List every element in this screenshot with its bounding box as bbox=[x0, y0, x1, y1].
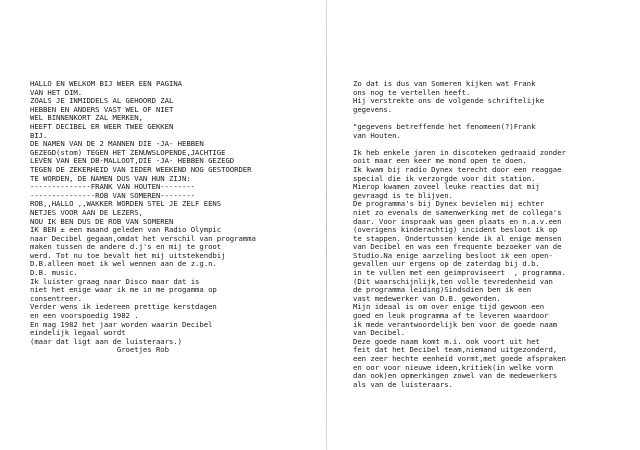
text-line: BIJ. bbox=[30, 130, 48, 140]
text-line: ---------------ROB VAN SOMEREN-------- bbox=[30, 190, 196, 200]
text-line: daar. Voor inspraak was geen plaats en n.a.v.een bbox=[353, 216, 562, 226]
text-line: Ik kwam bij radio Dynex terecht door een reaggae bbox=[353, 164, 562, 174]
text-line: Mierop kwamen zoveel leuke reacties dat mij bbox=[353, 182, 540, 192]
text-line: (maar dat ligt aan de luisteraars.) bbox=[30, 336, 183, 346]
text-line: feit dat het Decibel team,niemand uitgezonderd, bbox=[353, 345, 558, 355]
text-line: TEGEN DE ZEKERHEID VAN IEDER WEEKEND NOG GESTOORDER bbox=[30, 164, 252, 174]
page-fold bbox=[326, 0, 327, 450]
text-line: ons nog te vertellen heeft. bbox=[353, 87, 471, 97]
text-line: van Houten. bbox=[353, 130, 401, 140]
text-line: niet het enige waar ik me in me progamma op bbox=[30, 285, 217, 295]
text-line: consentreer. bbox=[30, 293, 83, 303]
text-line: te stappen. Ondertussen kende ik al enige mensen bbox=[353, 233, 562, 243]
text-line: een zeer hechte eenheid vormt,met goede afspraken bbox=[353, 354, 566, 363]
text-line: Ik heb enkele jaren in discoteken gedraaid zonder bbox=[353, 147, 566, 157]
text-line: naar Decibel gegaan,omdat het verschil van programma bbox=[30, 233, 256, 243]
text-line: ooit maar een keer me mond open te doen. bbox=[353, 156, 527, 166]
text-line: niet zo evenals de samenwerking met de collega's bbox=[353, 207, 562, 217]
text-line: Deze goede naam komt m.i. ook voort uit het bbox=[353, 336, 540, 346]
text-line: van Decibel. bbox=[353, 328, 406, 338]
text-line: D.B.alleen moet ik wel wennen aan de z.g.n. bbox=[30, 259, 217, 269]
text-line: gevallen uur ergens op de zaterdag bij d.b. bbox=[353, 259, 540, 269]
text-line: als van de luisteraars. bbox=[353, 379, 453, 389]
text-line: ZOALS JE INMIDDELS AL GEHOORD ZAL bbox=[30, 96, 174, 106]
text-line: van Decibel en was een frequente bezoeker van de bbox=[353, 242, 562, 252]
text-line: HALLO EN WELKOM BIJ WEER EEN PAGINA bbox=[30, 79, 183, 88]
text-line: IK BEN ± een maand geleden van Radio Olympic bbox=[30, 225, 222, 235]
text-line: TE WORDEN, DE NAMEN DUS VAN HUN ZIJN: bbox=[30, 173, 191, 183]
text-line: WEL BINNENKORT ZAL MERKEN, bbox=[30, 113, 143, 123]
text-line: "gegevens betreffende het fenomeen(?)Frank bbox=[353, 121, 536, 131]
text-line: HEBBEN EN ANDERS VAST WEL OF NIET bbox=[30, 104, 174, 114]
text-line: --------------FRANK VAN HOUTEN-------- bbox=[30, 182, 196, 192]
text-line: (overigens kinderachtig) incident besloot ik op bbox=[353, 225, 558, 235]
text-line: de programma leiding)Sindsdien ben ik een bbox=[353, 285, 532, 295]
text-line: en een voorspoedig 1982 . bbox=[30, 311, 139, 321]
text-line: Mijn ideaal is om over enige tijd gewoon een bbox=[353, 302, 545, 312]
left-page-text bbox=[30, 80, 322, 355]
text-line: vast medewerker van D.B. geworden. bbox=[353, 293, 501, 303]
text-line: special die ik verzorgde voor dit station. bbox=[353, 173, 536, 183]
text-line: DE NAMEN VAN DE 2 MANNEN DIE -JA- HEBBEN bbox=[30, 139, 204, 149]
text-line: De programma's bij Dynex bevielen mij echter bbox=[353, 199, 545, 209]
text-line: D.B. music. bbox=[30, 268, 78, 278]
text-line: werd. Tot nu toe bevalt het mij uitstekendbij bbox=[30, 250, 226, 260]
text-line: en oor voor nieuwe ideen,kritiek(in welke vorm bbox=[353, 362, 553, 372]
text-line: Hij verstrekte ons de volgende schriftelijke bbox=[353, 96, 545, 106]
text-line: Zo dat is dus van Someren kijken wat Frank bbox=[353, 79, 536, 88]
text-line: maken tussen de andere d.j's en mij te groot bbox=[30, 242, 222, 252]
text-line: Ik luister graag naar Disco maar dat is bbox=[30, 276, 200, 286]
right-page-text bbox=[353, 80, 635, 389]
text-line: LEVEN VAN EEN DB-MALLOOT,DIE -JA- HEBBEN GEZEGD bbox=[30, 156, 235, 166]
text-line: VAN HET DIM. bbox=[30, 87, 83, 97]
text-line: En mag 1982 het jaar worden waarin Decibel bbox=[30, 319, 213, 329]
text-line: dan ook)en opmerkingen zowel van de medewerkers bbox=[353, 371, 558, 381]
text-line: ik mede verantwoordelijk ben voor de goede naam bbox=[353, 319, 558, 329]
text-line: NETJES VOOR AAN DE LEZERS, bbox=[30, 207, 143, 217]
text-line: ROB,,HALLO ,,WAKKER WORDEN STEL JE ZELF EENS bbox=[30, 199, 222, 209]
text-line: eindelijk legaal wordt bbox=[30, 328, 126, 338]
text-line: gevraagd is te blijven. bbox=[353, 190, 453, 200]
text-line: HEEFT DECIBEL ER WEER TWEE GEKKEN bbox=[30, 121, 174, 131]
text-line: Studio.Na enige aarzeling besloot ik een open- bbox=[353, 250, 553, 260]
text-line: goed en leuk programma af te leveren waardoor bbox=[353, 311, 549, 321]
text-line: in te vullen met een geimproviseert , programma. bbox=[353, 268, 566, 278]
text-line: GEZEGD(stom) TEGEN HET ZENUWSLOPENDE,JACHTIGE bbox=[30, 147, 226, 157]
text-line: (Dit waarschijnlijk,ten volle tevredenheid van bbox=[353, 276, 553, 286]
text-line: NOU IK BEN DUS DE ROB VAN SOMEREN bbox=[30, 216, 174, 226]
text-line: gegevens. bbox=[353, 104, 393, 114]
text-line: Groetjes Rob bbox=[30, 345, 169, 355]
text-line: Verder wens ik iedereen prettige kerstdagen bbox=[30, 302, 217, 312]
